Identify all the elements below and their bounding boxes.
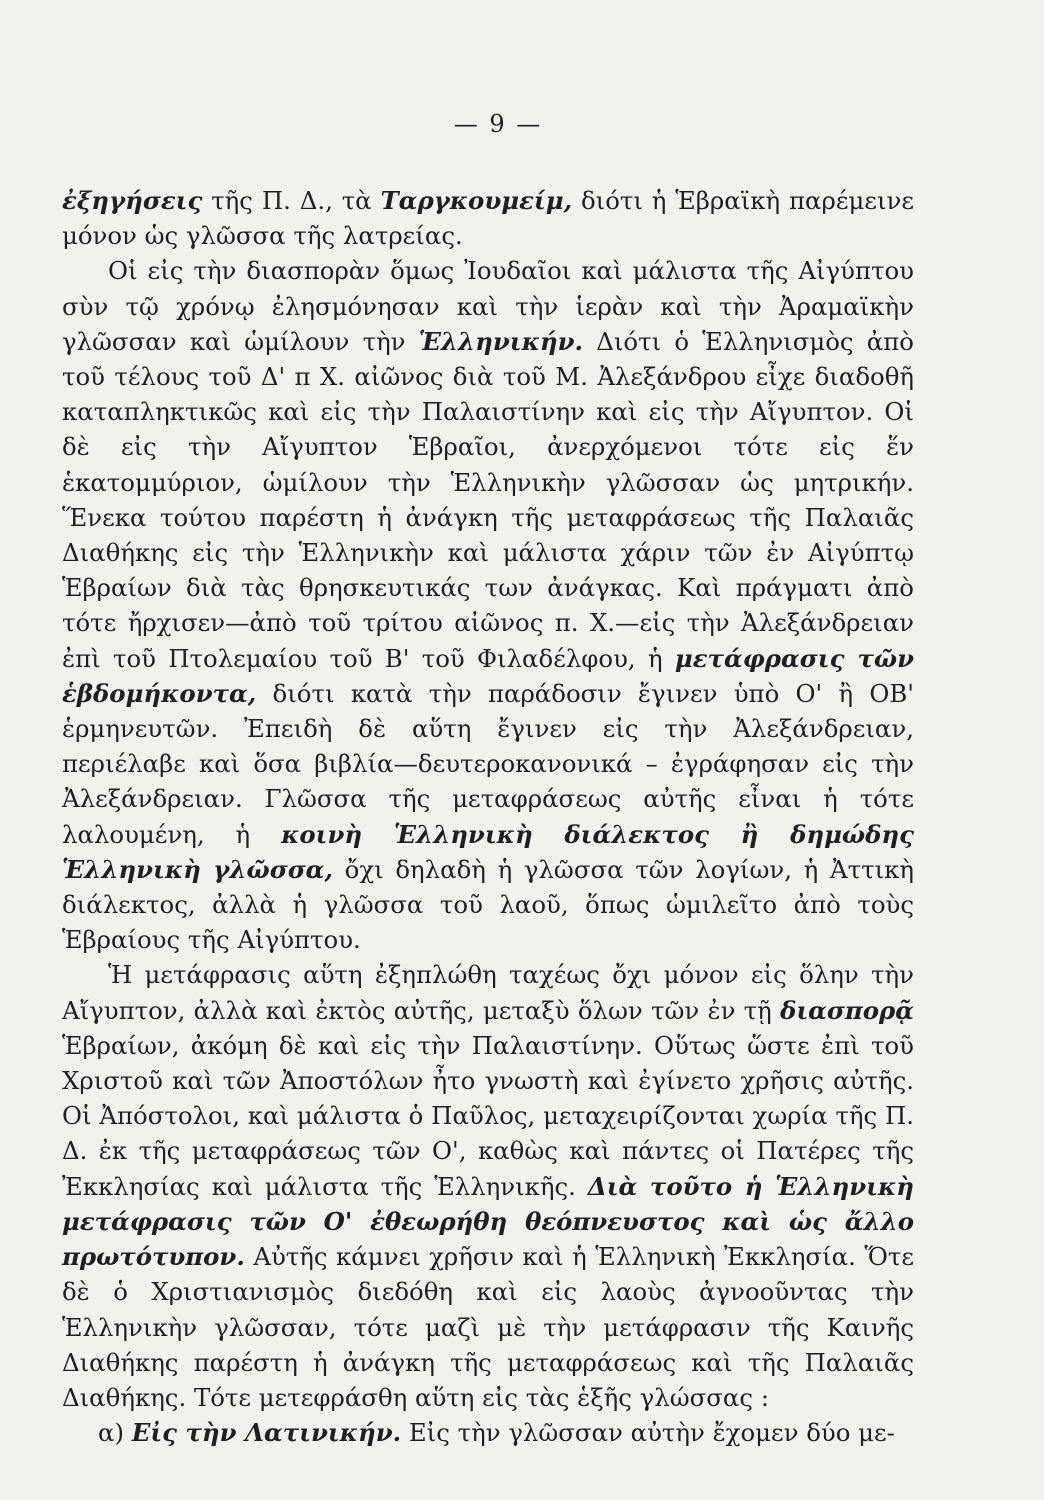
emphasis-text: κοινὴ Ἑλληνικὴ διάλεκτος ἢ δημώδης Ἑλληνικὴ γλῶσσα, (62, 819, 915, 884)
text-run: τῆς Π. Δ., τὰ (202, 186, 381, 215)
paragraph-2 (62, 253, 914, 957)
paragraph-1 (62, 183, 914, 253)
text-run: α) (98, 1418, 132, 1448)
page-number: — 9 — (453, 110, 543, 138)
text-run: Οἱ εἰς τὴν διασπορὰν ὅμως Ἰουδαῖοι καὶ μάλιστα τῆς Αἰγύπτου σὺν τῷ χρόνῳ ἐλησμόνησαν καὶ τὴν ἱερὰν καὶ τὴν Ἀραμαϊκὴν γλῶσσαν καὶ ὡμίλουν τὴν (62, 256, 914, 356)
text-run: Εἰς τὴν γλῶσσαν αὐτὴν ἔχομεν δύο με- (401, 1418, 895, 1448)
text-run: ὄχι δηλαδὴ ἡ γλῶσσα τῶν λογίων, ἡ Ἀττικὴ διάλεκτος, ἀλλὰ ἡ γλῶσσα τοῦ λαοῦ, ὅπως ὡμιλεῖτο ἀπὸ τοὺς Ἑβραίους τῆς Αἰγύπτου. (62, 854, 914, 955)
body-text (62, 183, 914, 1450)
emphasis-text: Ταργκουμείμ, (380, 186, 573, 215)
text-run: Ἑβραίων, ἀκόμη δὲ καὶ εἰς τὴν Παλαιστίνην. Οὕτως ὥστε ἐπὶ τοῦ Χριστοῦ καὶ τῶν Ἀποστόλων ἦτο γνωστὴ καὶ ἐγίνετο χρῆσις αὐτῆς. Οἱ Ἀπόστολοι, καὶ μάλιστα ὁ Παῦλος, μεταχειρίζονται χωρία τῆς Π. Δ. ἐκ τῆς μεταφράσεως τῶν Ο', καθὼς καὶ πάντες οἱ Πατέρες τῆς Ἐκκλησίας καὶ μάλιστα τῆς Ἑλληνικῆς. (62, 1030, 914, 1201)
emphasis-text: Διὰ τοῦτο ἡ Ἑλληνικὴ μετάφρασις τῶν Ο' ἐθεωρήθη θεόπνευστος καὶ ὡς ἄλλο πρωτότυπον. (62, 1171, 914, 1272)
emphasis-text: μετάφρασις τῶν ἑβδομήκοντα, (62, 643, 915, 708)
text-run: Αὐτῆς κάμνει χρῆσιν καὶ ἡ Ἑλληνικὴ Ἐκκλησία. Ὅτε δὲ ὁ Χριστιανισμὸς διεδόθη καὶ εἰς λαοὺς ἀγνοοῦντας τὴν Ἑλληνικὴν γλῶσσαν, τότε μαζὶ μὲ τὴν μετάφρασιν τῆς Καινῆς Διαθήκης παρέστη ἡ ἀνάγκη τῆς μεταφράσεως καὶ τῆς Παλαιᾶς Διαθήκης. Τότε μετεφράσθη αὕτη εἰς τὰς ἑξῆς γλώσσας : (62, 1242, 914, 1412)
text-run: Διότι ὁ Ἑλληνισμὸς ἀπὸ τοῦ τέλους τοῦ Δ' π Χ. αἰῶνος διὰ τοῦ Μ. Ἀλεξάνδρου εἶχε διαδοθῆ καταπληκτικῶς καὶ εἰς τὴν Παλαιστίνην καὶ εἰς τὴν Αἴγυπτον. Οἱ δὲ εἰς τὴν Αἴγυπτον Ἑβραῖοι, ἀνερχόμενοι τότε εἰς ἕν ἑκατομμύριον, ὡμίλουν τὴν Ἑλληνικὴν γλῶσσαν ὡς μητρικήν. Ἕνεκα τούτου παρέστη ἡ ἀνάγκη τῆς μεταφράσεως τῆς Παλαιᾶς Διαθήκης εἰς τὴν Ἑλληνικὴν καὶ μάλιστα χάριν τῶν ἐν Αἰγύπτῳ Ἑβραίων διὰ τὰς θρησκευτικάς των ἀνάγκας. Καὶ πράγματι ἀπὸ τότε ἤρχισεν—ἀπὸ τοῦ τρίτου αἰῶνος π. Χ.—εἰς τὴν Ἀλεξάνδρειαν ἐπὶ τοῦ Πτολεμαίου τοῦ Β' τοῦ Φιλαδέλφου, ἡ (62, 326, 914, 673)
emphasis-text: ἐξηγήσεις (62, 186, 203, 215)
paragraph-3 (62, 957, 914, 1415)
text-run: διότι κατὰ τὴν παράδοσιν ἔγινεν ὑπὸ Ο' ἢ ΟΒ' ἑρμηνευτῶν. Ἐπειδὴ δὲ αὕτη ἔγινεν εἰς τὴν Ἀλεξάνδρειαν, περιέλαβε καὶ ὅσα βιβλία—δευτεροκανονικά – ἐγράφησαν εἰς τὴν Ἀλεξάνδρειαν. Γλῶσσα τῆς μεταφράσεως αὐτῆς εἶναι ἡ τότε λαλουμένη, ἡ (62, 678, 914, 849)
paragraph-4 (62, 1415, 914, 1450)
text-run: Ἡ μετάφρασις αὕτη ἐξηπλώθη ταχέως ὄχι μόνον εἰς ὅλην τὴν Αἴγυπτον, ἀλλὰ καὶ ἐκτὸς αὐτῆς, μεταξὺ ὅλων τῶν ἐν τῇ (62, 960, 914, 1025)
emphasis-text: διασπορᾷ (780, 995, 914, 1025)
text-run: διότι ἡ Ἑβραϊκὴ παρέμεινε μόνον ὡς γλῶσσα τῆς λατρείας. (62, 186, 914, 251)
emphasis-text: Ἑλληνικήν. (418, 326, 584, 356)
emphasis-text: Εἰς τὴν Λατινικήν. (131, 1418, 402, 1448)
